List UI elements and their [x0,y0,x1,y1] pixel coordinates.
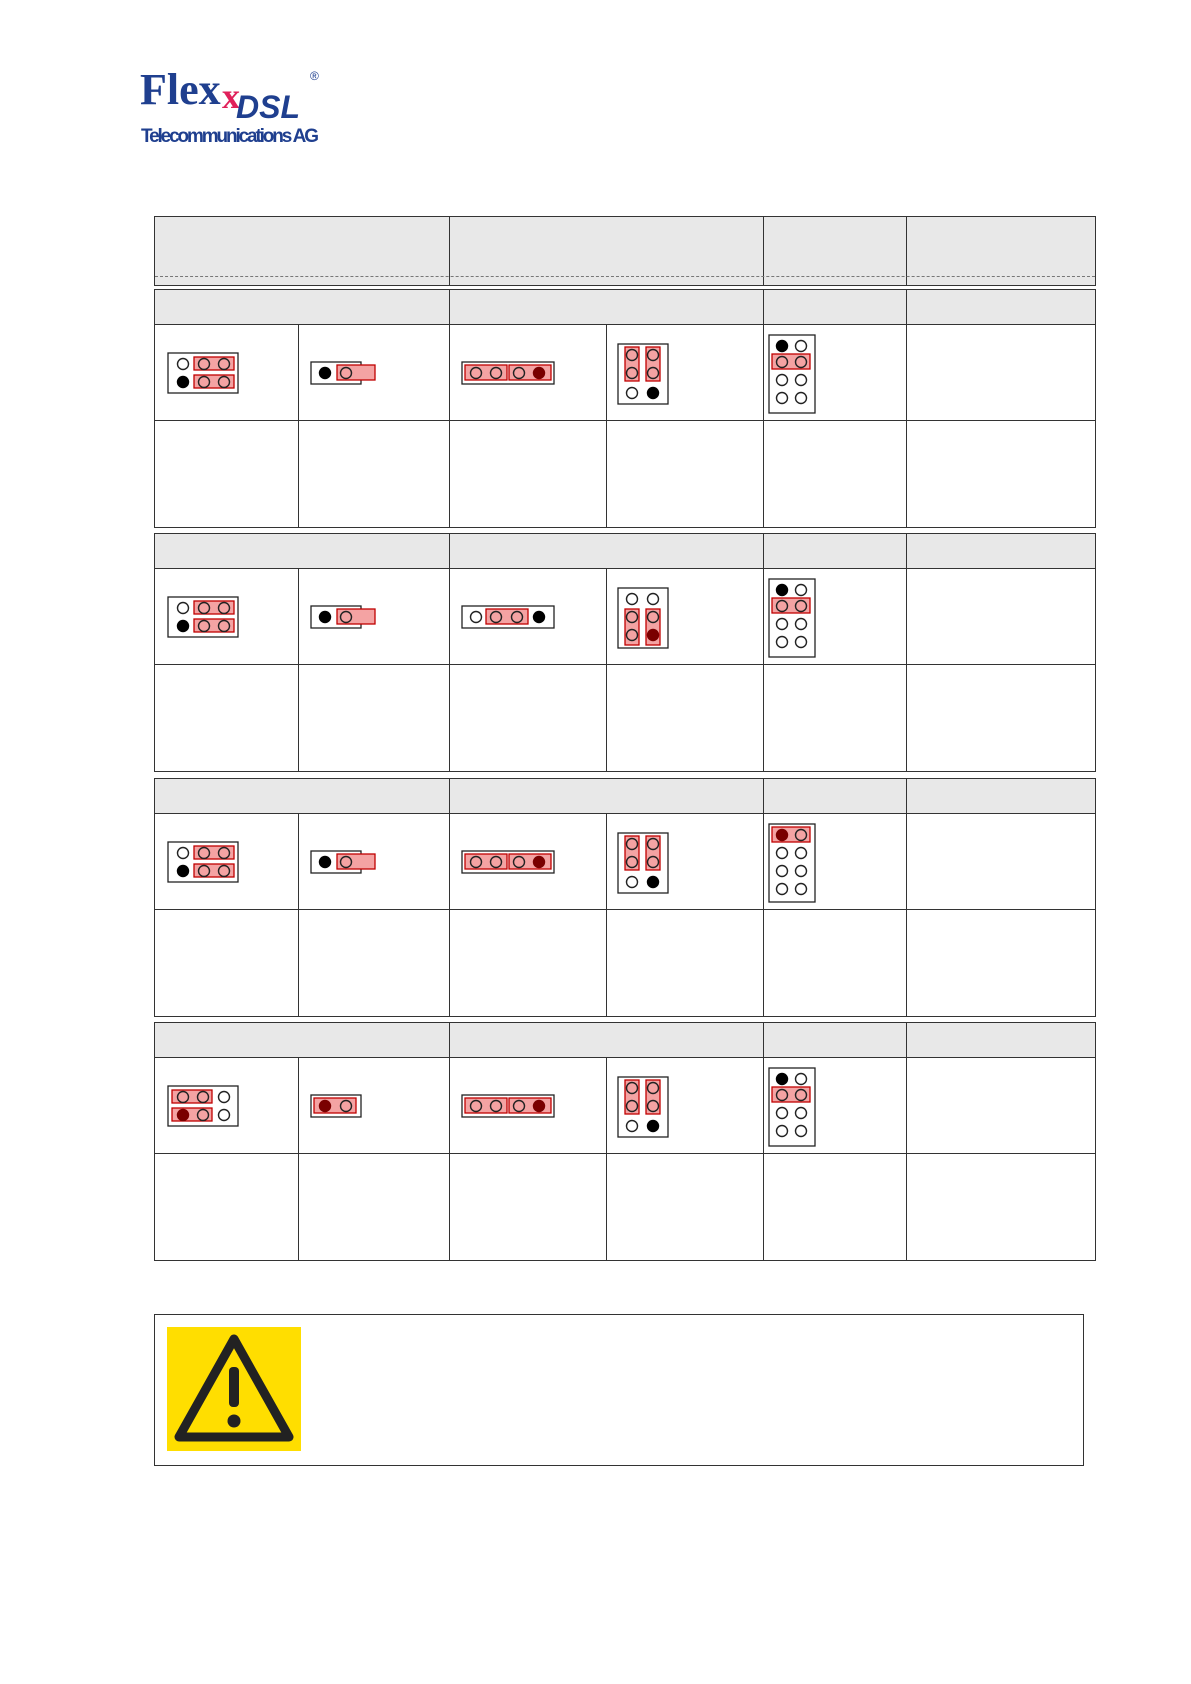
company-logo [140,66,340,146]
warning-box [154,1314,1084,1466]
jumper-config-1 [154,289,1096,528]
jumper-diagram-e [768,578,816,663]
svg-text:®: ® [310,69,319,83]
jumper-diagram-c [461,361,555,390]
section-header [155,779,1095,814]
jumper-diagram-d [617,587,669,654]
jumper-diagram-c [461,1094,555,1123]
section-header [155,534,1095,569]
jumper-diagram-e [768,823,816,908]
jumper-diagram-b [310,850,378,879]
svg-text:DSL: DSL [236,89,300,125]
jumper-config-3 [154,778,1096,1017]
jumper-config-4 [154,1022,1096,1261]
jumper-diagram-c [461,850,555,879]
table-header [154,216,1096,286]
jumper-diagram-b [310,605,378,634]
section-header [155,1023,1095,1058]
jumper-diagram-c [461,605,555,634]
jumper-diagram-b [310,1094,378,1123]
svg-text:x: x [222,76,240,116]
jumper-diagram-a [167,352,239,399]
svg-text:Telecommunications AG: Telecommunications AG [141,126,319,146]
svg-text:Flex: Flex [140,66,221,114]
jumper-diagram-e [768,334,816,419]
jumper-diagram-d [617,832,669,899]
warning-triangle-icon [167,1327,301,1451]
jumper-diagram-e [768,1067,816,1152]
section-header [155,290,1095,325]
jumper-config-2 [154,533,1096,772]
jumper-diagram-a [167,841,239,888]
jumper-diagram-d [617,343,669,410]
jumper-diagram-a [167,596,239,643]
jumper-diagram-b [310,361,378,390]
jumper-diagram-d [617,1076,669,1143]
jumper-diagram-a [167,1085,239,1132]
